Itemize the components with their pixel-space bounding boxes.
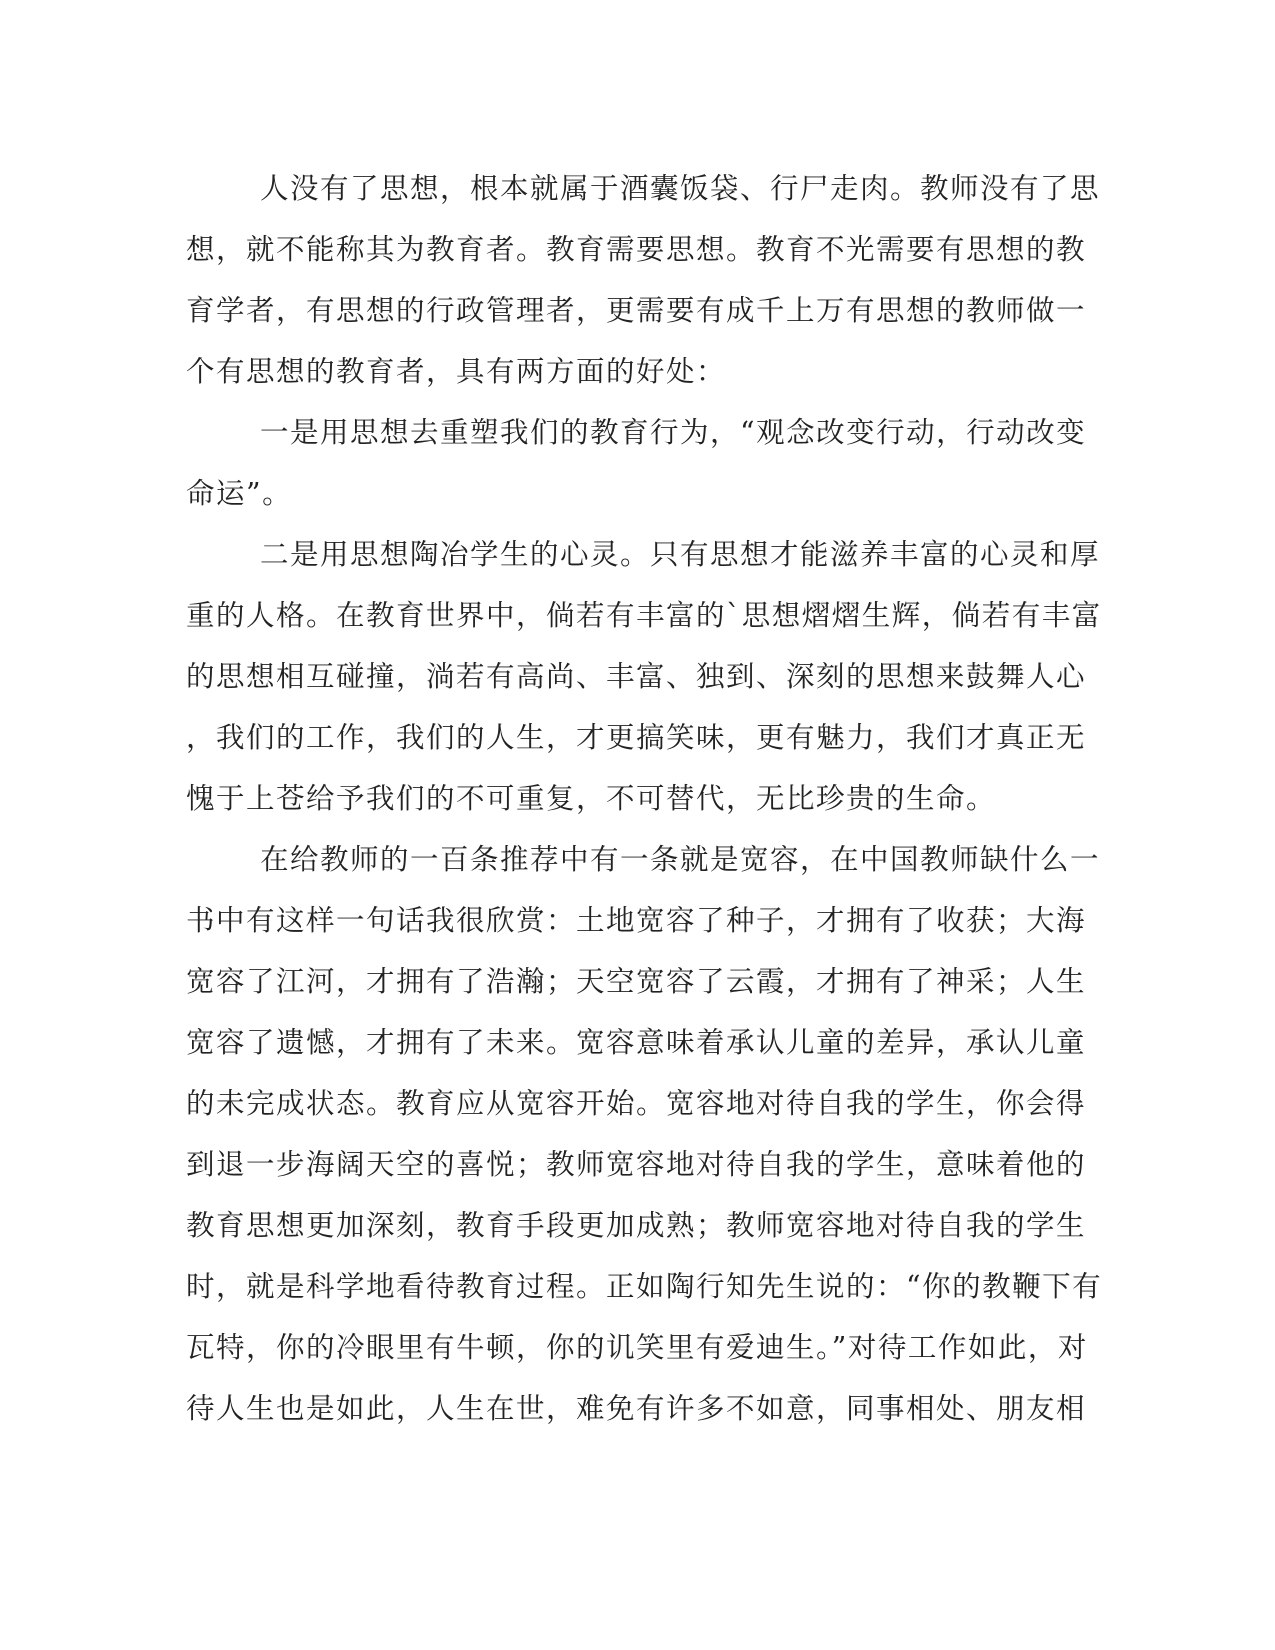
text-line: 一是用思想去重塑我们的教育行为，“观念改变行动，行动改变 [260,416,1087,449]
text-line: 瓦特，你的冷眼里有牛顿，你的讥笑里有爱迪生。”对待工作如此，对 [186,1331,1088,1364]
text-line: 命运”。 [186,477,293,510]
text-line: 时，就是科学地看待教育过程。正如陶行知先生说的：“你的教鞭下有 [186,1270,1103,1303]
text-line: 想，就不能称其为教育者。教育需要思想。教育不光需要有思想的教 [186,233,1087,266]
text-line: 重的人格。在教育世界中，倘若有丰富的`思想熠熠生辉，倘若有丰富 [186,599,1102,632]
text-line: 在给教师的一百条推荐中有一条就是宽容，在中国教师缺什么一 [260,843,1101,876]
text-line: 人没有了思想，根本就属于酒囊饭袋、行尸走肉。教师没有了思 [260,172,1101,205]
text-line: 书中有这样一句话我很欣赏：土地宽容了种子，才拥有了收获；大海 [186,904,1087,937]
text-line: 宽容了遗憾，才拥有了未来。宽容意味着承认儿童的差异，承认儿童 [186,1026,1087,1059]
text-line: 的未完成状态。教育应从宽容开始。宽容地对待自我的学生，你会得 [186,1087,1087,1120]
text-line: 待人生也是如此，人生在世，难免有许多不如意，同事相处、朋友相 [186,1392,1087,1425]
text-line: 到退一步海阔天空的喜悦；教师宽容地对待自我的学生，意味着他的 [186,1148,1087,1181]
text-line: 愧于上苍给予我们的不可重复，不可替代，无比珍贵的生命。 [186,782,997,815]
text-line: 的思想相互碰撞，淌若有高尚、丰富、独到、深刻的思想来鼓舞人心 [186,660,1087,693]
text-line: ，我们的工作，我们的人生，才更搞笑味，更有魅力，我们才真正无 [186,721,1087,754]
text-line: 宽容了江河，才拥有了浩瀚；天空宽容了云霞，才拥有了神采；人生 [186,965,1087,998]
text-line: 育学者，有思想的行政管理者，更需要有成千上万有思想的教师做一 [186,294,1087,327]
text-line: 二是用思想陶冶学生的心灵。只有思想才能滋养丰富的心灵和厚 [260,538,1101,571]
text-line: 教育思想更加深刻，教育手段更加成熟；教师宽容地对待自我的学生 [186,1209,1087,1242]
body-text [186,158,1103,1439]
text-line: 个有思想的教育者，具有两方面的好处： [186,355,727,388]
